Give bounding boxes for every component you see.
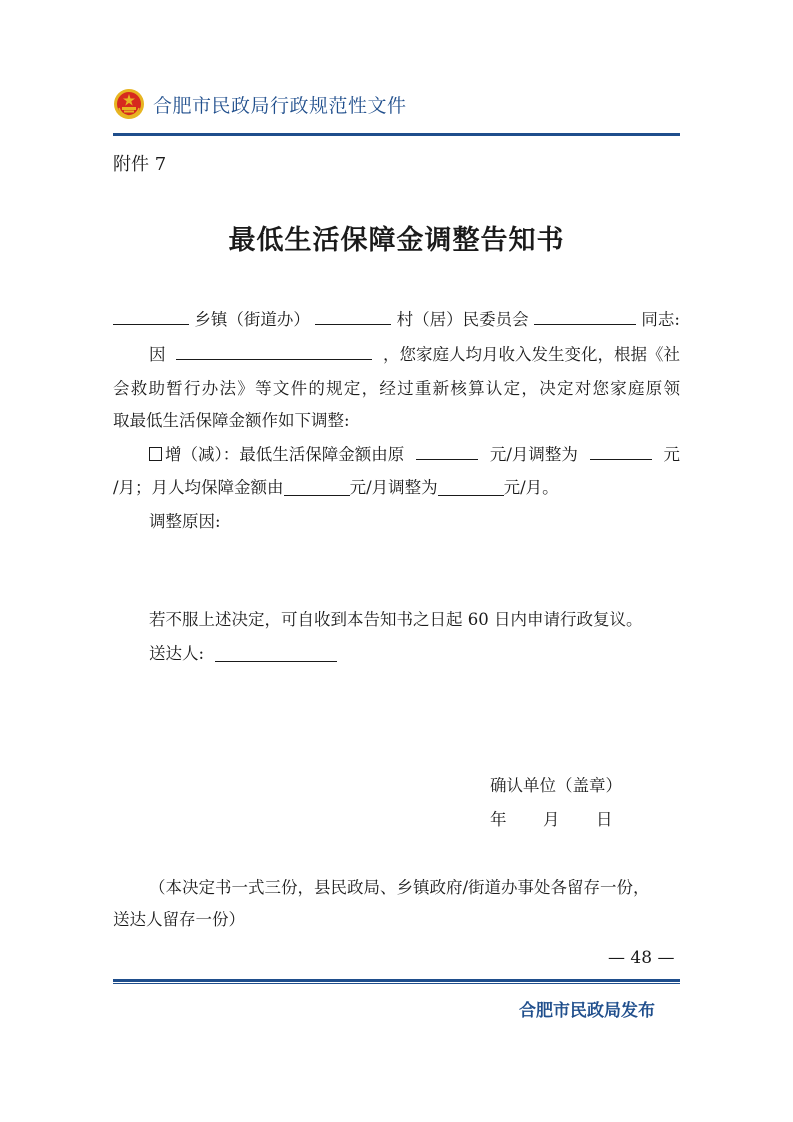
header <box>113 88 407 120</box>
new-amount-blank[interactable] <box>590 441 652 460</box>
name-blank[interactable] <box>534 306 636 325</box>
adjust-text-b: 元/月调整为 <box>489 445 578 464</box>
footer-publisher: 合肥市民政局发布 <box>519 1001 655 1021</box>
salutation-line <box>113 306 680 330</box>
adjust-text-d: /月；月人均保障金额由 <box>113 478 284 497</box>
adjust-text-e: 元/月调整为 <box>349 478 438 497</box>
reason-prefix: 因 <box>149 345 166 364</box>
body-line-3: 取最低生活保障金额作如下调整: <box>113 411 350 430</box>
adjust-text-c: 元 <box>663 445 680 464</box>
adjust-line-1 <box>113 441 680 465</box>
national-emblem-icon <box>113 88 145 120</box>
date-month-label: 月 <box>543 810 560 829</box>
adjust-checkbox[interactable] <box>149 447 162 461</box>
footer-divider-thin <box>113 983 680 984</box>
new-per-capita-blank[interactable] <box>438 477 504 496</box>
town-blank[interactable] <box>113 306 189 325</box>
original-amount-blank[interactable] <box>416 441 478 460</box>
adjust-line-2 <box>113 474 680 498</box>
deliverer-blank[interactable] <box>215 643 337 662</box>
document-title: 最低生活保障金调整告知书 <box>228 225 565 256</box>
adjust-text-a: 增（减）：最低生活保障金额由原 <box>165 445 405 464</box>
salutation-comrade-label: 同志: <box>641 310 680 329</box>
header-divider <box>113 133 680 136</box>
salutation-town-label: 乡镇（街道办） <box>194 310 310 329</box>
village-blank[interactable] <box>315 306 391 325</box>
page-number: — 48 — <box>608 948 675 968</box>
reason-blank[interactable] <box>176 341 372 360</box>
adjust-text-f: 元/月。 <box>503 478 559 497</box>
reason-line <box>113 341 680 365</box>
attachment-label: 附件 7 <box>113 154 167 175</box>
header-title: 合肥市民政局行政规范性文件 <box>153 94 407 117</box>
note-line-2: 送达人留存一份） <box>113 910 245 929</box>
appeal-notice: 若不服上述决定，可自收到本告知书之日起 60 日内申请行政复议。 <box>149 610 643 629</box>
date-day-label: 日 <box>596 810 613 829</box>
note-line-1: （本决定书一式三份，县民政局、乡镇政府/街道办事处各留存一份， <box>149 878 650 897</box>
date-year-label: 年 <box>490 810 507 829</box>
deliverer-line <box>113 640 716 664</box>
footer-divider <box>113 979 680 982</box>
confirm-unit-label: 确认单位（盖章） <box>490 776 622 795</box>
reason-suffix: ，您家庭人均月收入发生变化，根据《社 <box>383 345 680 364</box>
adjust-reason-label: 调整原因: <box>149 512 221 531</box>
body-line-2: 会救助暂行办法》等文件的规定，经过重新核算认定，决定对您家庭原领 <box>113 379 680 398</box>
deliverer-label: 送达人: <box>149 644 205 663</box>
salutation-village-label: 村（居）民委员会 <box>396 310 529 329</box>
original-per-capita-blank[interactable] <box>284 477 350 496</box>
